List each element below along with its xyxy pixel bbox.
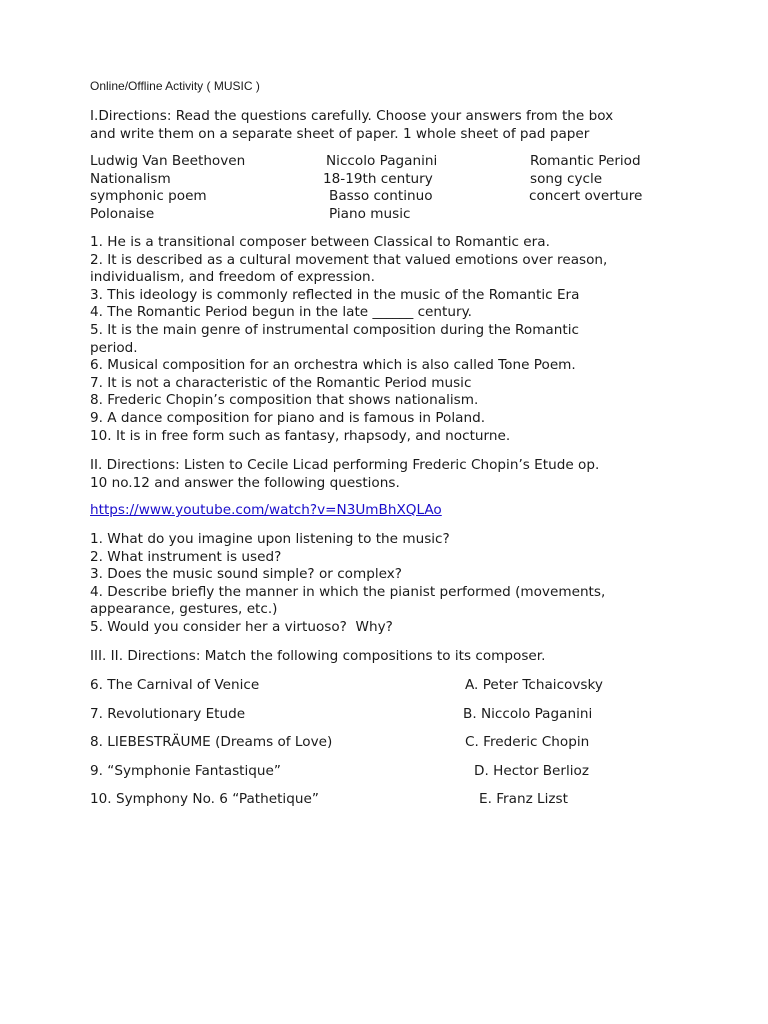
matching-row	[90, 734, 730, 763]
part1-directions-line: I.Directions: Read the questions carefully. Choose your answers from the box	[90, 108, 614, 124]
activity-header: Online/Offline Activity ( MUSIC )	[90, 79, 260, 93]
part1-questions	[90, 234, 730, 445]
word-box-item: Piano music	[329, 205, 411, 222]
question-line: 1. He is a transitional composer between Classical to Romantic era.	[90, 234, 550, 250]
word-box-item: concert overture	[529, 188, 643, 205]
question-line: 10. It is in free form such as fantasy, rhapsody, and nocturne.	[90, 427, 511, 444]
word-box-row	[90, 171, 730, 189]
word-box-item: song cycle	[530, 170, 603, 187]
composition-item: 7. Revolutionary Etude	[90, 705, 246, 722]
composer-item: A. Peter Tchaicovsky	[465, 677, 603, 693]
word-box-item: Niccolo Paganini	[326, 153, 438, 169]
question-line: 8. Frederic Chopin’s composition that shows nationalism.	[90, 392, 479, 409]
part2-questions	[90, 531, 730, 637]
composition-item: 6. The Carnival of Venice	[90, 677, 260, 693]
word-box-row	[90, 153, 730, 171]
question-line: period.	[90, 339, 138, 356]
composition-item: 10. Symphony No. 6 “Pathetique”	[90, 791, 319, 807]
word-box-item: Basso continuo	[329, 188, 433, 205]
part2-directions-line: II. Directions: Listen to Cecile Licad performing Frederic Chopin’s Etude op.	[90, 457, 600, 473]
word-box-item: Polonaise	[90, 205, 155, 222]
composer-item: E. Franz Lizst	[479, 791, 568, 807]
video-link-wrapper	[90, 502, 730, 520]
part2-directions	[90, 457, 730, 492]
matching-row	[90, 677, 730, 706]
matching-row	[90, 791, 730, 820]
question-line: 5. It is the main genre of instrumental composition during the Romantic	[90, 321, 579, 338]
word-box-item: 18-19th century	[323, 170, 433, 187]
word-box-item: symphonic poem	[90, 188, 207, 205]
question-line: 3. This ideology is commonly reflected in the music of the Romantic Era	[90, 286, 580, 303]
word-box-item: Nationalism	[90, 170, 171, 187]
question-line: 6. Musical composition for an orchestra which is also called Tone Poem.	[90, 357, 576, 374]
word-box	[90, 153, 730, 223]
part3-directions	[90, 648, 730, 666]
matching-row	[90, 763, 730, 792]
question-line: 3. Does the music sound simple? or complex?	[90, 566, 403, 583]
composition-item: 8. LIEBESTRÄUME (Dreams of Love)	[90, 734, 333, 750]
question-line: 4. The Romantic Period begun in the late ______ century.	[90, 304, 472, 321]
word-box-item: Romantic Period	[530, 153, 641, 169]
video-link[interactable]: https://www.youtube.com/watch?v=N3UmBhXQLAo	[90, 502, 442, 518]
word-box-item: Ludwig Van Beethoven	[90, 153, 246, 169]
part1-directions	[90, 108, 730, 143]
question-line: appearance, gestures, etc.)	[90, 601, 278, 618]
word-box-row	[90, 206, 730, 224]
part3-directions-line: III. II. Directions: Match the following compositions to its composer.	[90, 648, 546, 664]
question-line: 1. What do you imagine upon listening to the music?	[90, 531, 450, 547]
word-box-row	[90, 188, 730, 206]
composition-item: 9. “Symphonie Fantastique”	[90, 762, 281, 779]
question-line: individualism, and freedom of expression.	[90, 269, 375, 286]
question-line: 2. It is described as a cultural movement that valued emotions over reason,	[90, 251, 608, 268]
matching-list	[90, 677, 730, 820]
question-line: 9. A dance composition for piano and is famous in Poland.	[90, 409, 486, 426]
question-line: 5. Would you consider her a virtuoso? Why?	[90, 618, 393, 635]
question-line: 4. Describe briefly the manner in which the pianist performed (movements,	[90, 583, 606, 600]
matching-row	[90, 706, 730, 735]
part2-directions-line: 10 no.12 and answer the following questions.	[90, 474, 400, 491]
question-line: 7. It is not a characteristic of the Romantic Period music	[90, 374, 472, 391]
composer-item: C. Frederic Chopin	[465, 734, 590, 750]
composer-item: B. Niccolo Paganini	[463, 705, 593, 722]
part1-directions-line: and write them on a separate sheet of paper. 1 whole sheet of pad paper	[90, 125, 590, 142]
composer-item: D. Hector Berlioz	[474, 762, 590, 779]
question-line: 2. What instrument is used?	[90, 548, 282, 565]
